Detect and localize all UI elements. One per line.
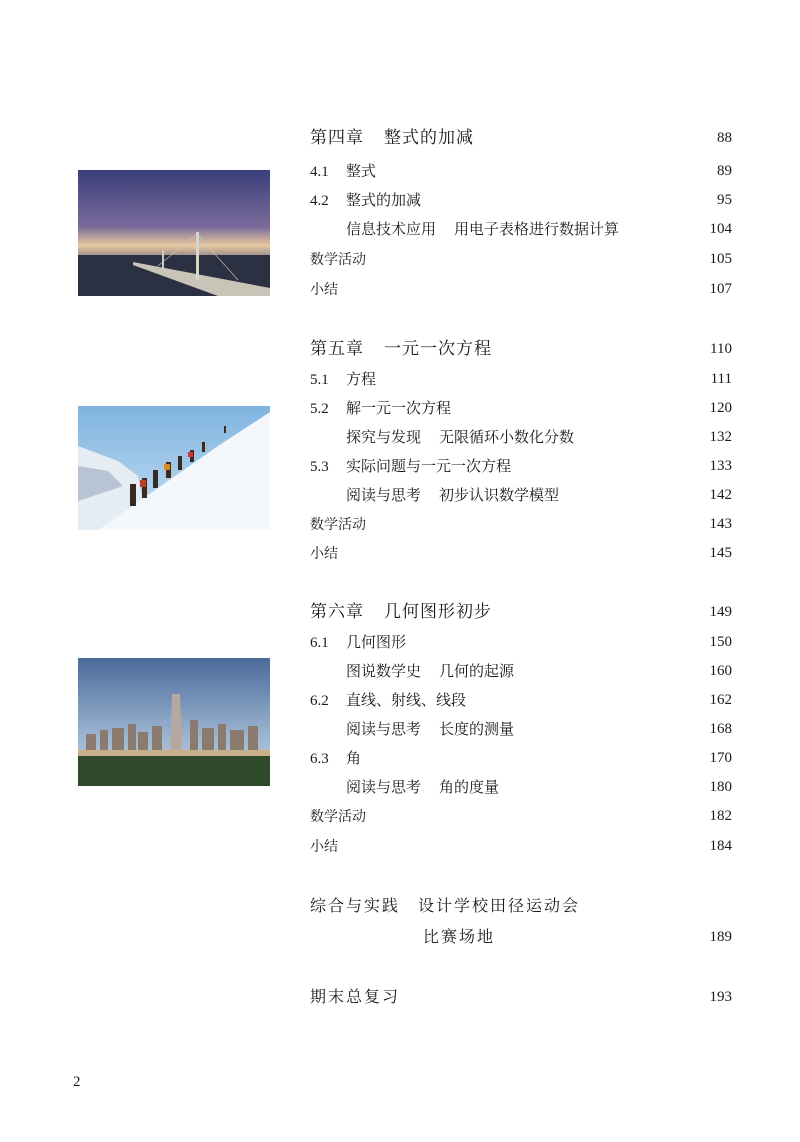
page-ref: 107 xyxy=(709,281,732,297)
feature-type: 探究与发现 xyxy=(346,428,422,446)
practice-title-line2: 比赛场地 xyxy=(423,927,496,946)
feature-type: 阅读与思考 xyxy=(346,778,422,796)
page-ref: 89 xyxy=(717,163,732,179)
section-entry[interactable] xyxy=(310,628,732,656)
activity-entry[interactable] xyxy=(310,245,732,273)
chapter-heading[interactable] xyxy=(310,598,732,626)
feature-title: 无限循环小数化分数 xyxy=(439,428,575,446)
snow-mountain-climbers-photo xyxy=(78,406,270,530)
review-heading[interactable] xyxy=(310,983,732,1011)
practice-title-line1: 设计学校田径运动会 xyxy=(418,896,581,915)
page-ref: 143 xyxy=(709,516,732,532)
page-ref: 184 xyxy=(709,838,732,854)
page-ref: 132 xyxy=(709,429,732,445)
feature-entry[interactable] xyxy=(310,657,732,685)
section-number: 4.1 xyxy=(310,164,329,180)
section-entry[interactable] xyxy=(310,186,732,214)
entry-title: 小结 xyxy=(310,282,338,298)
page-ref: 105 xyxy=(709,251,732,267)
page-ref: 189 xyxy=(709,929,732,945)
section-entry[interactable] xyxy=(310,157,732,185)
page-ref: 110 xyxy=(710,341,732,357)
summary-entry[interactable] xyxy=(310,539,732,567)
section-title: 直线、射线、线段 xyxy=(346,691,467,709)
section-number: 6.1 xyxy=(310,635,329,651)
section-number: 4.2 xyxy=(310,193,329,209)
section-title: 方程 xyxy=(346,370,377,388)
section-title: 解一元一次方程 xyxy=(346,399,452,417)
entry-title: 数学活动 xyxy=(310,809,366,825)
chapter-title: 整式的加减 xyxy=(384,128,474,148)
page-ref: 170 xyxy=(709,750,732,766)
page-ref: 180 xyxy=(709,779,732,795)
feature-type: 信息技术应用 xyxy=(346,220,437,238)
page-ref: 95 xyxy=(717,192,732,208)
section-number: 5.2 xyxy=(310,401,329,417)
city-skyline-photo xyxy=(78,658,270,786)
page-number: 2 xyxy=(73,1074,81,1090)
page-ref: 133 xyxy=(709,458,732,474)
feature-title: 长度的测量 xyxy=(439,720,515,738)
page-ref: 193 xyxy=(709,989,732,1005)
summary-entry[interactable] xyxy=(310,275,732,303)
bridge-photo xyxy=(78,170,270,296)
section-title: 几何图形 xyxy=(346,633,407,651)
chapter-heading[interactable] xyxy=(310,124,732,152)
feature-title: 几何的起源 xyxy=(439,662,515,680)
section-entry[interactable] xyxy=(310,452,732,480)
practice-label: 综合与实践 xyxy=(310,896,401,915)
entry-title: 数学活动 xyxy=(310,517,366,533)
feature-title: 初步认识数学模型 xyxy=(439,486,560,504)
feature-entry[interactable] xyxy=(310,773,732,801)
section-number: 5.3 xyxy=(310,459,329,475)
page-ref: 162 xyxy=(709,692,732,708)
summary-entry[interactable] xyxy=(310,832,732,860)
chapter-title: 几何图形初步 xyxy=(384,602,492,622)
page-ref: 142 xyxy=(709,487,732,503)
feature-type: 阅读与思考 xyxy=(346,720,422,738)
feature-entry[interactable] xyxy=(310,481,732,509)
feature-entry[interactable] xyxy=(310,423,732,451)
section-title: 实际问题与一元一次方程 xyxy=(346,457,512,475)
section-entry[interactable] xyxy=(310,394,732,422)
page-ref: 149 xyxy=(709,604,732,620)
section-number: 5.1 xyxy=(310,372,329,388)
page-ref: 111 xyxy=(710,371,732,387)
chapter-label: 第五章 xyxy=(310,339,364,359)
section-entry[interactable] xyxy=(310,686,732,714)
chapter-heading[interactable] xyxy=(310,335,732,363)
page-ref: 104 xyxy=(709,221,732,237)
page-ref: 88 xyxy=(717,130,732,146)
page-ref: 145 xyxy=(709,545,732,561)
review-title: 期末总复习 xyxy=(310,987,401,1006)
feature-title: 角的度量 xyxy=(439,778,500,796)
page-ref: 120 xyxy=(709,400,732,416)
feature-title: 用电子表格进行数据计算 xyxy=(454,220,620,238)
section-title: 整式的加减 xyxy=(346,191,422,209)
section-entry[interactable] xyxy=(310,744,732,772)
section-title: 角 xyxy=(346,749,362,767)
activity-entry[interactable] xyxy=(310,802,732,830)
chapter-title: 一元一次方程 xyxy=(384,339,492,359)
page-ref: 168 xyxy=(709,721,732,737)
feature-type: 阅读与思考 xyxy=(346,486,422,504)
practice-heading-cont[interactable] xyxy=(310,923,732,951)
page-ref: 182 xyxy=(709,808,732,824)
feature-entry[interactable] xyxy=(310,215,732,243)
feature-type: 图说数学史 xyxy=(346,662,422,680)
practice-heading[interactable] xyxy=(310,892,732,920)
section-number: 6.2 xyxy=(310,693,329,709)
section-number: 6.3 xyxy=(310,751,329,767)
page-ref: 160 xyxy=(709,663,732,679)
section-entry[interactable] xyxy=(310,365,732,393)
chapter-label: 第四章 xyxy=(310,128,364,148)
entry-title: 小结 xyxy=(310,546,338,562)
entry-title: 数学活动 xyxy=(310,252,366,268)
entry-title: 小结 xyxy=(310,839,338,855)
chapter-label: 第六章 xyxy=(310,602,364,622)
section-title: 整式 xyxy=(346,162,377,180)
activity-entry[interactable] xyxy=(310,510,732,538)
feature-entry[interactable] xyxy=(310,715,732,743)
page-ref: 150 xyxy=(709,634,732,650)
